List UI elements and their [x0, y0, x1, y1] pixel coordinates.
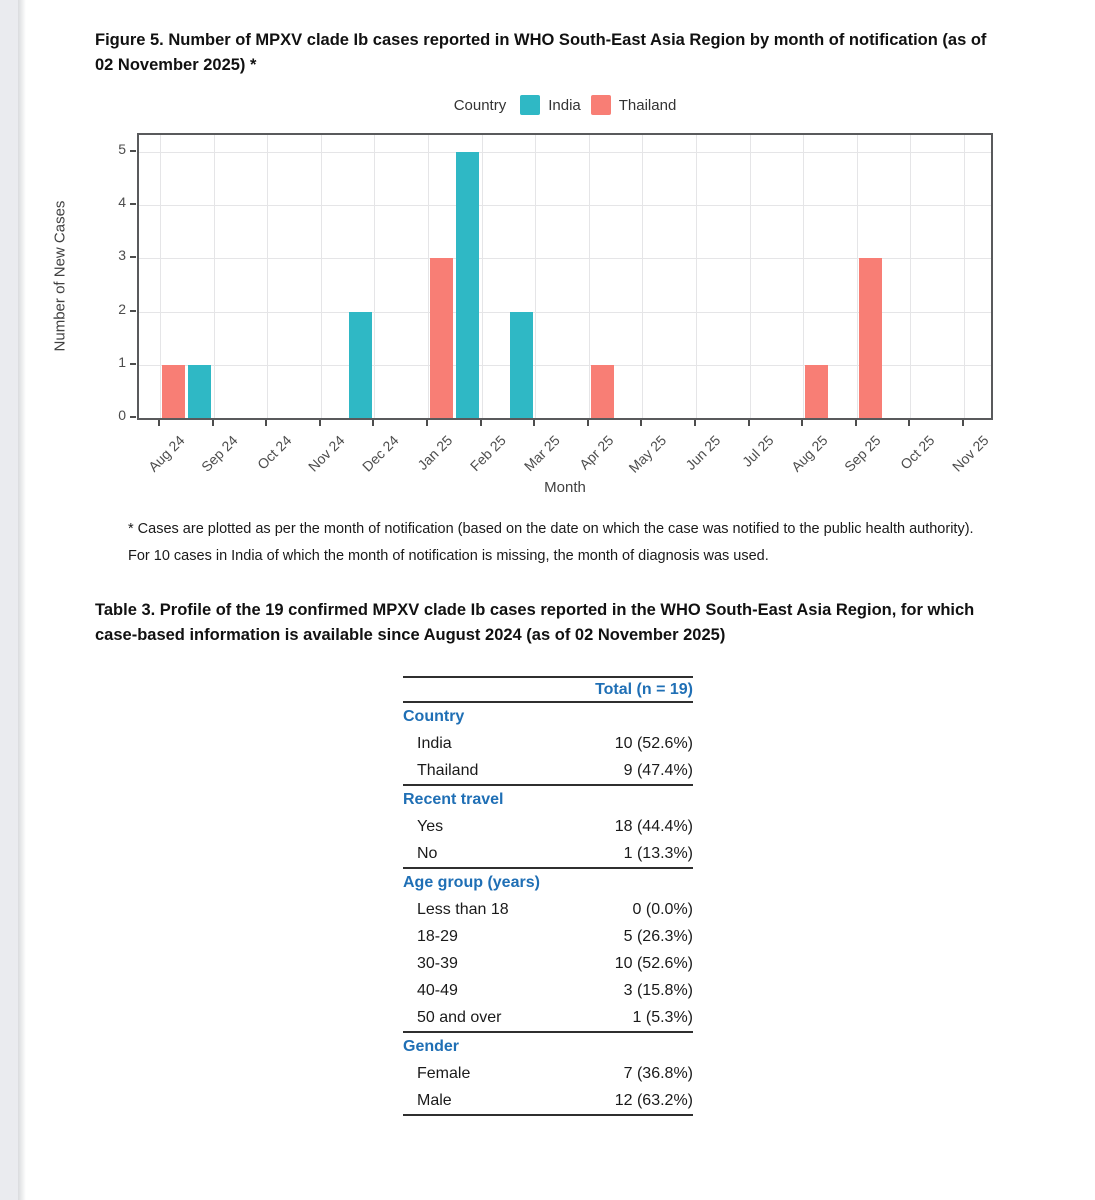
figure-footnote [128, 516, 1058, 570]
table-row [403, 730, 693, 757]
table-section [403, 1033, 693, 1116]
y-tick-label: 0 [118, 407, 126, 423]
y-tick-label: 2 [118, 300, 126, 317]
row-value: 12 (63.2%) [614, 1091, 693, 1109]
table-section [403, 869, 693, 1033]
x-tick-label: May 25 [625, 432, 670, 476]
bar-india-aug-24 [188, 365, 211, 418]
section-label: Age group (years) [403, 873, 540, 891]
table-row [403, 1060, 693, 1087]
y-tick-mark [130, 203, 136, 205]
x-tick-mark [265, 420, 267, 426]
gridline-vertical [482, 135, 483, 418]
row-label: 18-29 [417, 927, 458, 945]
x-tick-mark [962, 420, 964, 426]
gridline-vertical [428, 135, 429, 418]
section-label: Recent travel [403, 790, 504, 808]
x-tick-label: Sep 24 [198, 432, 241, 475]
table-title: Table 3. Profile of the 19 confirmed MPXV clade Ib cases reported in the WHO South-East Asia Region, for which case-based information is available since August 2024 (as of 02 November 2025) [95, 601, 975, 644]
table-row [403, 757, 693, 784]
y-tick-label: 5 [118, 141, 126, 157]
x-tick-label: Nov 25 [948, 432, 992, 475]
section-label: Gender [403, 1037, 460, 1055]
table-row [403, 1087, 693, 1114]
x-tick-label: Feb 25 [466, 432, 509, 475]
section-header-row [403, 786, 693, 813]
table-row [403, 840, 693, 867]
bar-thailand-aug-25 [805, 365, 828, 418]
gridline-vertical [214, 135, 215, 418]
row-value: 0 (0.0%) [632, 900, 693, 918]
row-value: 1 (13.3%) [623, 844, 693, 862]
y-tick-label: 3 [118, 247, 126, 264]
x-tick-label: Apr 25 [575, 432, 617, 473]
row-label: Male [417, 1091, 452, 1109]
y-tick-mark [130, 256, 136, 258]
x-tick-mark [587, 420, 589, 426]
row-label: 40-49 [417, 981, 458, 999]
legend-item-thailand [591, 95, 677, 115]
gridline-vertical [374, 135, 375, 418]
bar-thailand-apr-25 [591, 365, 614, 418]
bar-india-nov-24 [349, 312, 372, 418]
table-row [403, 1004, 693, 1031]
row-value: 18 (44.4%) [614, 817, 693, 835]
figure-title: Figure 5. Number of MPXV clade Ib cases reported in WHO South-East Asia Region by month of notification (as of 02 November 2025) * [95, 31, 987, 74]
gridline-vertical [750, 135, 751, 418]
india-color-swatch [520, 95, 540, 115]
row-label: No [417, 844, 438, 862]
legend-label-thailand: Thailand [618, 96, 677, 114]
gridline-vertical [964, 135, 965, 418]
x-tick-label: Sep 25 [841, 432, 885, 475]
table-row [403, 813, 693, 840]
gridline-vertical [321, 135, 322, 418]
gridline-vertical [642, 135, 643, 418]
table-header-total: Total (n = 19) [595, 680, 693, 698]
section-label: Country [403, 707, 465, 725]
row-value: 9 (47.4%) [623, 761, 693, 779]
row-label: 50 and over [417, 1008, 502, 1026]
x-tick-mark [372, 420, 374, 426]
x-tick-label: Nov 24 [305, 432, 349, 475]
x-tick-mark [319, 420, 321, 426]
row-value: 7 (36.8%) [623, 1064, 693, 1082]
x-tick-mark [480, 420, 482, 426]
y-tick-mark [130, 310, 136, 312]
gridline-vertical [535, 135, 536, 418]
row-value: 10 (52.6%) [614, 954, 693, 972]
profile-table [403, 676, 693, 1116]
x-tick-mark [426, 420, 428, 426]
page-left-gutter [0, 0, 18, 1200]
y-tick-mark [130, 416, 136, 418]
x-tick-label: Aug 25 [787, 432, 831, 475]
table-row [403, 923, 693, 950]
table-section [403, 786, 693, 869]
gridline-horizontal [139, 418, 991, 419]
footnote-line-2: For 10 cases in India of which the month of notification is missing, the month of diagnosis was used. [128, 548, 769, 564]
y-axis-title: Number of New Cases [51, 200, 69, 352]
bar-thailand-sep-25 [859, 258, 882, 418]
bar-thailand-jan-25 [430, 258, 453, 418]
row-value: 10 (52.6%) [614, 734, 693, 752]
row-value: 3 (15.8%) [623, 981, 693, 999]
x-tick-mark [533, 420, 535, 426]
row-value: 5 (26.3%) [623, 927, 693, 945]
section-header-row [403, 869, 693, 896]
legend-item-india [520, 95, 581, 115]
legend-label-india: India [548, 96, 581, 114]
row-label: Female [417, 1064, 471, 1082]
x-tick-mark [855, 420, 857, 426]
bar-thailand-aug-24 [162, 365, 185, 418]
y-tick-mark [130, 363, 136, 365]
x-tick-label: Jan 25 [414, 432, 456, 474]
gridline-vertical [696, 135, 697, 418]
row-label: India [417, 734, 452, 752]
x-tick-label: Mar 25 [520, 432, 563, 475]
x-tick-mark [908, 420, 910, 426]
bar-india-jan-25 [456, 152, 479, 418]
section-header-row [403, 1033, 693, 1060]
gridline-vertical [160, 135, 161, 418]
legend-title: Country [453, 96, 507, 114]
table-header-row [403, 676, 693, 703]
page-edge-shadow [18, 0, 26, 1200]
y-tick-mark [130, 150, 136, 152]
y-tick-label: 1 [118, 353, 126, 370]
row-label: Yes [417, 817, 444, 835]
x-tick-label: Jun 25 [682, 432, 724, 474]
x-axis-title: Month [544, 479, 586, 496]
x-tick-mark [694, 420, 696, 426]
x-tick-label: Jul 25 [739, 432, 777, 470]
thailand-color-swatch [591, 95, 611, 115]
x-tick-label: Oct 24 [254, 432, 295, 473]
x-tick-mark [748, 420, 750, 426]
gridline-vertical [910, 135, 911, 418]
y-tick-label: 4 [118, 194, 126, 211]
x-tick-mark [801, 420, 803, 426]
x-tick-label: Aug 24 [144, 432, 188, 475]
chart-panel [137, 133, 993, 420]
x-tick-mark [640, 420, 642, 426]
row-label: Thailand [417, 761, 479, 779]
table-row [403, 896, 693, 923]
x-tick-mark [212, 420, 214, 426]
x-tick-label: Oct 25 [897, 432, 938, 473]
gridline-vertical [267, 135, 268, 418]
gridline-vertical [803, 135, 804, 418]
x-tick-label: Dec 24 [359, 432, 402, 475]
table-row [403, 977, 693, 1004]
bar-india-feb-25 [510, 312, 533, 418]
chart-legend [137, 93, 993, 117]
section-header-row [403, 703, 693, 730]
row-label: Less than 18 [417, 900, 509, 918]
table-section [403, 703, 693, 786]
table-row [403, 950, 693, 977]
gridline-vertical [857, 135, 858, 418]
table-body [403, 703, 693, 1116]
x-tick-mark [158, 420, 160, 426]
row-value: 1 (5.3%) [632, 1008, 693, 1026]
footnote-line-1: * Cases are plotted as per the month of notification (based on the date on which the case was notified to the public health authority). [128, 521, 974, 537]
row-label: 30-39 [417, 954, 458, 972]
gridline-vertical [589, 135, 590, 418]
